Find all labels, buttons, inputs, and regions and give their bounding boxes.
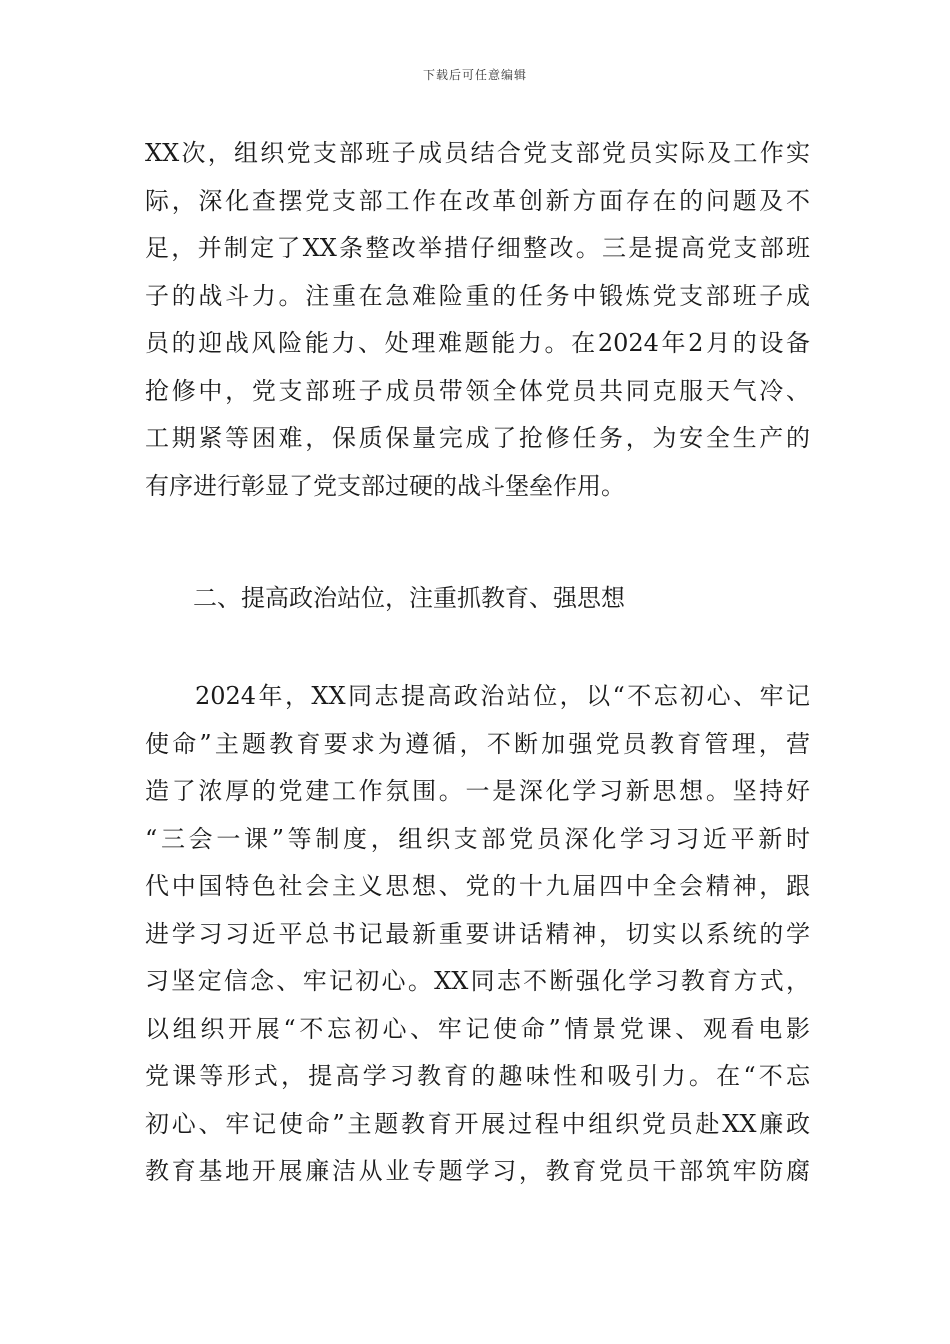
paragraph-line: 子的战斗力。注重在急难险重的任务中锻炼党支部班子成 <box>145 281 810 310</box>
paragraph-line: 使命”主题教育要求为遵循，不断加强党员教育管理，营 <box>145 729 810 758</box>
paragraph-line: 抢修中，党支部班子成员带领全体党员共同克服天气冷、 <box>145 376 810 405</box>
paragraph-continued <box>145 130 810 510</box>
section-heading: 二、提高政治站位，注重抓教育、强思想 <box>193 584 625 612</box>
paragraph-line: “三会一课”等制度，组织支部党员深化学习习近平新时 <box>145 824 810 853</box>
paragraph-line: 工期紧等困难，保质保量完成了抢修任务，为安全生产的 <box>145 424 810 452</box>
paragraph-line: 习坚定信念、牢记初心。XX同志不断强化学习教育方式， <box>145 967 810 995</box>
paragraph-line: 有序进行彰显了党支部过硬的战斗堡垒作用。 <box>145 471 625 500</box>
paragraph-line: 员的迎战风险能力、处理难题能力。在2024年2月的设备 <box>145 329 810 357</box>
paragraph-line: 2024年，XX同志提高政治站位，以“不忘初心、牢记 <box>195 682 810 710</box>
paragraph-line: 初心、牢记使命”主题教育开展过程中组织党员赴XX廉政 <box>145 1109 810 1138</box>
paragraph-line: 足，并制定了XX条整改举措仔细整改。三是提高党支部班 <box>145 234 810 262</box>
paragraph-line: 党课等形式，提高学习教育的趣味性和吸引力。在“不忘 <box>145 1062 810 1090</box>
paragraph-line: XX次，组织党支部班子成员结合党支部党员实际及工作实 <box>145 139 810 167</box>
paragraph-education <box>145 673 810 1196</box>
paragraph-line: 造了浓厚的党建工作氛围。一是深化学习新思想。坚持好 <box>145 777 810 805</box>
paragraph-line: 教育基地开展廉洁从业专题学习，教育党员干部筑牢防腐 <box>145 1157 810 1185</box>
paragraph-line: 进学习习近平总书记最新重要讲话精神，切实以系统的学 <box>145 919 810 948</box>
page-header-note: 下载后可任意编辑 <box>422 68 527 82</box>
paragraph-line: 以组织开展“不忘初心、牢记使命”情景党课、观看电影 <box>145 1014 810 1043</box>
paragraph-line: 际，深化查摆党支部工作在改革创新方面存在的问题及不 <box>145 186 810 215</box>
paragraph-line: 代中国特色社会主义思想、党的十九届四中全会精神，跟 <box>145 872 810 900</box>
